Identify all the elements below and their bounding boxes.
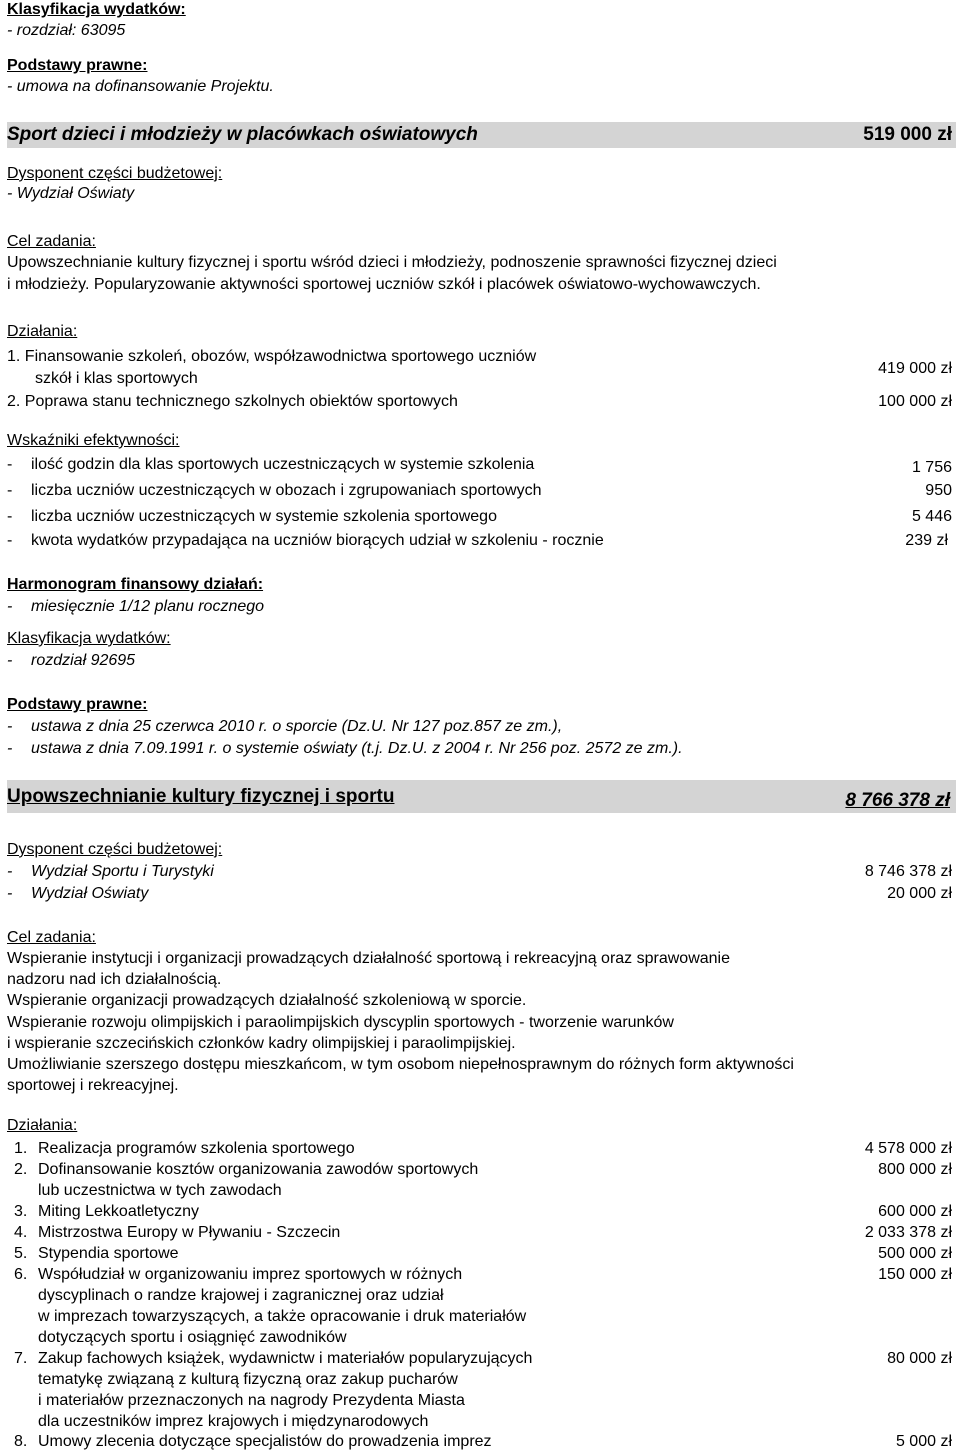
- indicator-value: 1 756: [911, 459, 952, 476]
- action-text: Umowy zlecenia dotyczące specjalistów do prowadzenia imprez: [38, 1433, 492, 1450]
- action-number: 7.: [14, 1350, 28, 1367]
- task2-dysponent-1-amount: 8 746 378 zł: [864, 863, 952, 880]
- task1-action-1-amount: 419 000 zł: [878, 360, 952, 377]
- podstawy-text: ustawa z dnia 25 czerwca 2010 r. o sporcie (Dz.U. Nr 127 poz.857 ze zm.),: [31, 718, 563, 735]
- task2-action: [14, 1202, 199, 1222]
- action-number: 1.: [14, 1140, 28, 1157]
- task2-title: Upowszechnianie kultury fizycznej i sportu: [7, 786, 395, 807]
- task2-cel-line: Wspieranie rozwoju olimpijskich i paraolimpijskich dyscyplin sportowych - tworzenie warunków: [7, 1014, 674, 1031]
- task1-dzialania-label: Działania:: [7, 323, 78, 340]
- task1-action-2-amount: 100 000 zł: [878, 393, 952, 410]
- indicator-row: - ilość godzin dla klas sportowych uczestniczących w systemie szkolenia: [7, 456, 535, 473]
- indicator-row: - liczba uczniów uczestniczących w obozach i zgrupowaniach sportowych: [7, 482, 542, 499]
- task2-dysponent-label: Dysponent części budżetowej:: [7, 841, 223, 858]
- task2-action-cont: dla uczestników imprez krajowych i międzynarodowych: [38, 1413, 429, 1430]
- task1-action-1-line2: szkół i klas sportowych: [35, 370, 198, 387]
- task2-action-cont: lub uczestnictwa w tych zawodach: [38, 1182, 282, 1199]
- task2-dysponent-2: - Wydział Oświaty: [7, 885, 149, 902]
- indicator-value: 950: [925, 482, 952, 499]
- task2-action-cont: w imprezach towarzyszących, a także opracowanie i druk materiałów: [38, 1308, 527, 1325]
- task1-klasyfikacja-item: - rozdział 92695: [7, 652, 136, 669]
- task2-action: [14, 1139, 355, 1159]
- task2-action: [14, 1223, 340, 1243]
- task2-action-cont: dotyczących sportu i osiągnięć zawodników: [38, 1329, 347, 1346]
- indicator-row: - kwota wydatków przypadająca na uczniów biorących udział w szkoleniu - rocznie: [7, 532, 604, 549]
- task1-cel-line2: i młodzieży. Popularyzowanie aktywności sportowej uczniów szkół i placówek oświatowo-wychowawczych.: [7, 276, 761, 293]
- action-text: Miting Lekkoatletyczny: [38, 1203, 199, 1220]
- task2-action-cont: i materiałów przeznaczonych na nagrody Prezydenta Miasta: [38, 1392, 465, 1409]
- task2-cel-label: Cel zadania:: [7, 929, 96, 946]
- task2-action-amount: 800 000 zł: [878, 1161, 952, 1178]
- task2-action: [14, 1244, 179, 1264]
- task1-harmonogram-label: Harmonogram finansowy działań:: [7, 576, 264, 593]
- dysponent-name: Wydział Oświaty: [31, 885, 149, 902]
- action-text: Dofinansowanie kosztów organizowania zawodów sportowych: [38, 1161, 479, 1178]
- indicator-text: ilość godzin dla klas sportowych uczestniczących w systemie szkolenia: [31, 456, 535, 473]
- task1-harmonogram-item: - miesięcznie 1/12 planu rocznego: [7, 598, 265, 615]
- action-number: 4.: [14, 1224, 28, 1241]
- task1-cel-label: Cel zadania:: [7, 233, 96, 250]
- action-text: Finansowanie szkoleń, obozów, współzawodnictwa sportowego uczniów: [24, 348, 537, 365]
- harmonogram-text: miesięcznie 1/12 planu rocznego: [31, 598, 265, 615]
- task2-action-cont: tematykę związaną z kulturą fizyczną oraz zakup pucharów: [38, 1371, 458, 1388]
- action-number: 3.: [14, 1203, 28, 1220]
- action-text: Zakup fachowych książek, wydawnictw i materiałów popularyzujących: [38, 1350, 533, 1367]
- dysponent-name: Wydział Sportu i Turystyki: [31, 863, 214, 880]
- task2-action-amount: 2 033 378 zł: [864, 1224, 952, 1241]
- task1-dysponent-item: - Wydział Oświaty: [7, 185, 135, 202]
- podstawy-item: - umowa na dofinansowanie Projektu.: [7, 78, 274, 95]
- podstawy-label: Podstawy prawne:: [7, 57, 148, 74]
- task2-action-amount: 600 000 zł: [878, 1203, 952, 1220]
- task2-action: [14, 1160, 478, 1180]
- task1-podstawy-item: - ustawa z dnia 7.09.1991 r. o systemie oświaty (t.j. Dz.U. z 2004 r. Nr 256 poz. 2572 ze zm.).: [7, 740, 683, 757]
- task2-action: [14, 1265, 462, 1285]
- task1-dysponent-label: Dysponent części budżetowej:: [7, 165, 223, 182]
- klasyfikacja-text: rozdział 92695: [31, 652, 136, 669]
- task2-cel-line: Wspieranie organizacji prowadzących działalność szkoleniową w sporcie.: [7, 992, 527, 1009]
- action-text: Współudział w organizowaniu imprez sportowych w różnych: [38, 1266, 463, 1283]
- action-text: Stypendia sportowe: [38, 1245, 179, 1262]
- task1-title: Sport dzieci i młodzieży w placówkach oświatowych: [7, 124, 478, 145]
- indicator-value: 5 446: [911, 508, 952, 525]
- task2-cel-line: Umożliwianie szerszego dostępu mieszkańcom, w tym osobom niepełnosprawnym do różnych form aktywności: [7, 1056, 794, 1073]
- task2-action-amount: 150 000 zł: [878, 1266, 952, 1283]
- task1-cel-line1: Upowszechnianie kultury fizycznej i sportu wśród dzieci i młodzieży, podnoszenie sprawności fizycznej dzieci: [7, 254, 777, 271]
- task2-dysponent-1: - Wydział Sportu i Turystyki: [7, 863, 214, 880]
- action-text: Realizacja programów szkolenia sportowego: [38, 1140, 355, 1157]
- task2-action-amount: 500 000 zł: [878, 1245, 952, 1262]
- indicator-text: kwota wydatków przypadająca na uczniów biorących udział w szkoleniu - rocznie: [31, 532, 604, 549]
- klasyfikacja-label: Klasyfikacja wydatków:: [7, 1, 186, 18]
- task2-cel-line: sportowej i rekreacyjnej.: [7, 1077, 179, 1094]
- task1-amount: 519 000 zł: [863, 124, 952, 145]
- task2-action-amount: 80 000 zł: [887, 1350, 952, 1367]
- action-number: 1.: [7, 348, 21, 365]
- klasyfikacja-item: - rozdział: 63095: [7, 22, 126, 39]
- action-number: 2.: [7, 393, 21, 410]
- task1-klasyfikacja-label: Klasyfikacja wydatków:: [7, 630, 171, 647]
- action-text: Mistrzostwa Europy w Pływaniu - Szczecin: [38, 1224, 341, 1241]
- action-text: Poprawa stanu technicznego szkolnych obiektów sportowych: [24, 393, 458, 410]
- action-number: 2.: [14, 1161, 28, 1178]
- task1-wskazniki-label: Wskaźniki efektywności:: [7, 432, 180, 449]
- task2-amount: 8 766 378 zł: [845, 790, 950, 811]
- indicator-row: - liczba uczniów uczestniczących w systemie szkolenia sportowego: [7, 508, 497, 525]
- indicator-text: liczba uczniów uczestniczących w systemie szkolenia sportowego: [31, 508, 497, 525]
- task1-podstawy-item: - ustawa z dnia 25 czerwca 2010 r. o sporcie (Dz.U. Nr 127 poz.857 ze zm.),: [7, 718, 563, 735]
- task2-cel-line: nadzoru nad ich działalnością.: [7, 971, 222, 988]
- task1-podstawy-label: Podstawy prawne:: [7, 696, 148, 713]
- task2-cel-line: Wspieranie instytucji i organizacji prowadzących działalność sportową i rekreacyjną oraz sprawowanie: [7, 950, 730, 967]
- podstawy-text: ustawa z dnia 7.09.1991 r. o systemie oświaty (t.j. Dz.U. z 2004 r. Nr 256 poz. 2572 ze zm.).: [31, 740, 683, 757]
- task2-action: [14, 1349, 532, 1369]
- action-number: 8.: [14, 1433, 28, 1450]
- action-number: 5.: [14, 1245, 28, 1262]
- task2-cel-line: i wspieranie szczecińskich członków kadry olimpijskiej i paraolimpijskiej.: [7, 1035, 516, 1052]
- task2-action-cont: dyscyplinach o randze krajowej i zagranicznej oraz udział: [38, 1287, 444, 1304]
- task2-action-amount: 5 000 zł: [895, 1433, 952, 1450]
- indicator-value: 239 zł: [905, 532, 948, 549]
- task2-action-amount: 4 578 000 zł: [864, 1140, 952, 1157]
- task1-action-2: [7, 392, 458, 412]
- task2-dysponent-2-amount: 20 000 zł: [887, 885, 952, 902]
- task2-dzialania-label: Działania:: [7, 1117, 78, 1134]
- indicator-text: liczba uczniów uczestniczących w obozach i zgrupowaniach sportowych: [31, 482, 542, 499]
- task1-action-1: [7, 347, 536, 367]
- task2-action: [14, 1432, 492, 1452]
- action-number: 6.: [14, 1266, 28, 1283]
